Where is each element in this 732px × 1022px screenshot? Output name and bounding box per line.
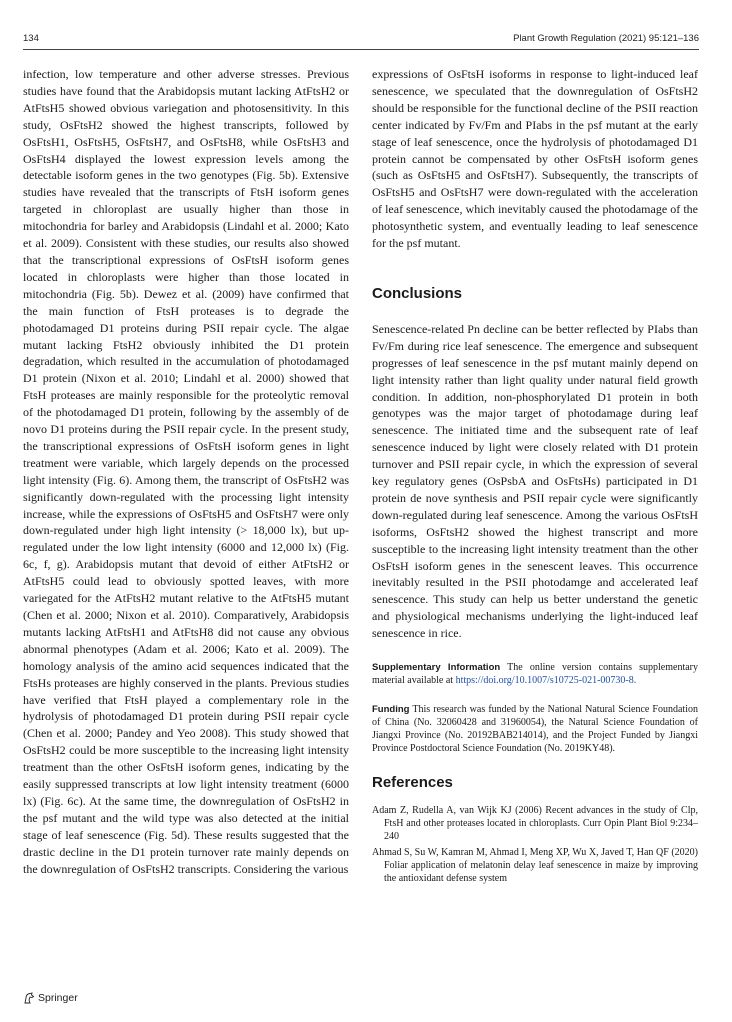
reference-item: Ahmad S, Su W, Kamran M, Ahmad I, Meng XP, Wu X, Javed T, Han QF (2020) Foliar application of melatonin delay leaf senescence in maize by improving the antioxidant defense system xyxy=(372,847,698,884)
conclusions-heading: Conclusions xyxy=(372,284,463,302)
conclusions-paragraph: Senescence-related Pn decline can be better reflected by PIabs than Fv/Fm during rice leaf senescence. The emergence and subsequent progresses of leaf senescence in the psf mutant mainly depend on light intensity rather than light quality under natural field growth condition. In addition, non-phosphorylated D1 protein in both genotypes was the major target of photodamage during leaf senescence. The initiated time and the subsequent rate of leaf senescence induced by light were closely related with D1 protein turnover and PSII repair cycle, in which the expression of several key regulatory genes (OsPsbA and OsFtsHs) participated in D1 protein de nove synthesis and PSII repair cycle were significantly down-regulated during leaf senescence. Among the various OsFtsH isoforms, OsFtsH2 showed the highest transcript and more susceptible to the increasing light intensity treatment than the other OsFtsH isoform genes in the senescent leaves. This occurrence inevitably resulted in the PSII photodamge and accelerated leaf senescence. This study can help us better understand the genetic and physiological mechanisms underlying the light-induced leaf senescence in rice. xyxy=(372,321,698,641)
supplementary-text: The online version contains supplementary material available at xyxy=(372,662,698,687)
springer-horse-icon xyxy=(23,992,35,1004)
right-column xyxy=(372,66,698,888)
journal-citation: Plant Growth Regulation (2021) 95:121–136 xyxy=(513,33,699,44)
supplementary-doi-link[interactable]: https://doi.org/10.1007/s10725-021-00730-8. xyxy=(455,675,637,687)
supplementary-label: Supplementary Information xyxy=(372,662,501,674)
references-heading: References xyxy=(372,774,453,792)
header-divider xyxy=(23,49,699,50)
funding-text: This research was funded by the National Natural Science Foundation of China (No. 32060428 and 31960054), the Natural Science Foundation of Jiangxi Province (No. 20192BAB214014), and the Project Funded by Jiangxi Province Postdoctoral Science Foundation (No. 2019KY48). xyxy=(372,704,698,755)
page-number: 134 xyxy=(23,33,39,44)
body-paragraph: expressions of OsFtsH isoforms in response to light-induced leaf senescence, we speculated that the downregulation of OsFtsH2 should be responsible for the functional decline of the PSII reaction center indicated by Fv/Fm and PIabs in the psf mutant at the early stage of leaf senescence, once the hydrolysis of photodamaged D1 protein cannot be compensated by other OsFtsH isoform genes (such as OsFtsH5 and OsFtsH7). Subsequently, the transcripts of OsFtsH5 and OsFtsH7 were down-regulated with the acceleration of leaf senescence, which inevitably caused the photodamage of the photosynthetic system, and eventually leading to leaf senescence for the psf mutant. xyxy=(372,67,698,251)
left-column xyxy=(23,66,349,878)
page-footer xyxy=(23,992,78,1004)
publisher-name: Springer xyxy=(38,992,78,1004)
body-paragraph: infection, low temperature and other adverse stresses. Previous studies have found that the Arabidopsis mutant lacking AtFtsH2 or AtFtsH5 showed obvious variegation and photosensitivity. In this study, OsFtsH2 showed the highest transcripts, followed by OsFtsH1, OsFtsH5, OsFtsH7, and OsFtsH8, while OsFtsH3 and OsFtsH4 displayed the lowest expression levels among the detectable isoform genes in the two genotypes (Fig. 5b). Extensive studies have revealed that the transcripts of FtsH isoform genes targeted in chloroplast are usually higher than those in mitochondria for barley and Arabidopsis (Lindahl et al. 2000; Kato et al. 2009). Consistent with these studies, our results also showed that the transcriptional expressions of OsFtsH isoform genes located in chloroplasts were higher than those located in mitochondria (Fig. 5b). Dewez et al. (2009) have confirmed that the main function of FtsH proteases is to degrade the photodamaged D1 proteins during PSII repair cycle. The algae mutant lacking FtsH2 obviously inhibited the D1 protein degradation, which resulted in the accumulation of photodamaged D1 protein (Nixon et al. 2010; Lindahl et al. 2000) showed that FtsH proteases are mainly responsible for the proteolytic removal of the photodamaged D1 protein, following by the assembly of de novo D1 proteins during the PSII repair cycle. In the present study, the transcriptional expressions of OsFtsH isoform genes in light treatment were variable, which largely depends on the processed light intensity (Fig. 6). Among them, the transcript of OsFtsH2 was significantly down-regulated with the processing light intensity increase, while the expressions of OsFtsH5 and OsFtsH7 were only down-regulated under high light intensity (> 18,000 lx), but up-regulated under the low light intensity (6000 and 12,000 lx) (Fig. 6c, f, g). Arabidopsis mutant that devoid of either AtFtsH2 or AtFtsH5 could lead to obviously spotted leaves, with more variegated for the AtFtsH2 mutant relative to the AtFtsH5 mutant (Chen et al. 2000; Nixon et al. 2010). Comparatively, Arabidopsis mutants lacking AtFtsH1 and AtFtsH8 did not cause any obvious abnormal phenotypes (Adam et al. 2006; Kato et al. 2009). The homology analysis of the amino acid sequences indicated that the FtsHs proteases are highly conserved in the plants. Previous studies have verified that FtsH played a complementary role in the hydrolysis of photodamaged D1 protein during PSII repair cycle (Chen et al. 2000; Pandey and Yeo 2008). This study showed that OsFtsH2 could be more susceptible to the increasing light intensity treatment than the other OsFtsH isoform genes, indicating by the easily suppressed transcripts at low light intensity treatment (6000 lx) (Fig. 6c). At the same time, the downregulation of OsFtsH2 in the psf mutant and the wild type was also detected at the initial stage of leaf senescence (Fig. 5d). These results suggested that the drastic decline in the D1 protein turnover rate mainly depends on the downregulation of OsFtsH2 transcripts. Considering the various xyxy=(23,67,349,876)
reference-item: Adam Z, Rudella A, van Wijk KJ (2006) Recent advances in the study of Clp, FtsH and other proteases located in chloroplasts. Curr Opin Plant Biol 9:234–240 xyxy=(372,805,698,842)
funding-note xyxy=(372,703,698,755)
funding-label: Funding xyxy=(372,704,410,716)
supplementary-note xyxy=(372,661,698,687)
